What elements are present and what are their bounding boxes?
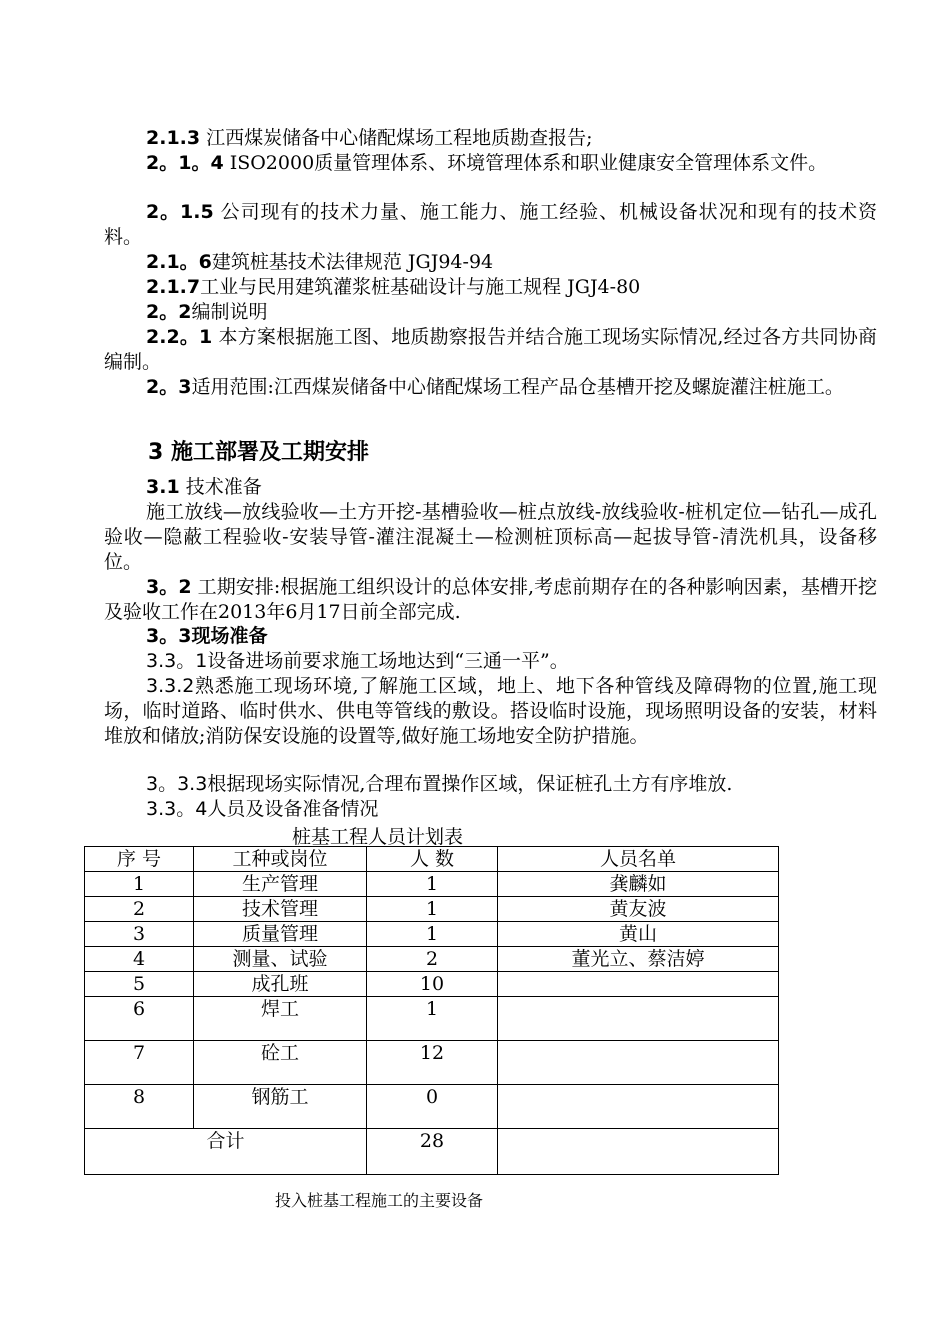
clause-text: 本方案根据施工图、地质勘察报告并结合施工现场实际情况,经过各方共同协商编制。 bbox=[104, 326, 877, 373]
paragraph-3-3-1 bbox=[104, 649, 877, 674]
clause-number: 2.1.7 bbox=[146, 276, 201, 298]
table-cell: 2 bbox=[367, 947, 498, 972]
table-cell bbox=[498, 1129, 779, 1175]
clause-number: 3.1 bbox=[146, 476, 180, 498]
table-cell: 8 bbox=[85, 1085, 194, 1129]
paragraph-3-2 bbox=[104, 575, 877, 625]
clause-text: 人员及设备准备情况 bbox=[207, 798, 379, 820]
paragraph-2-1-4 bbox=[104, 151, 877, 176]
table-row bbox=[85, 947, 779, 972]
clause-text: 工业与民用建筑灌浆桩基础设计与施工规程 JGJ4-80 bbox=[200, 276, 641, 298]
table-row bbox=[85, 972, 779, 997]
table-cell: 7 bbox=[85, 1041, 194, 1085]
clause-number: 2。2 bbox=[146, 301, 192, 323]
paragraph-3-3-title: 3。3现场准备 bbox=[146, 625, 268, 647]
paragraph-3-3-4 bbox=[104, 797, 877, 822]
table-row bbox=[85, 922, 779, 947]
paragraph-2-2-1 bbox=[104, 325, 877, 375]
clause-text: 工期安排:根据施工组织设计的总体安排,考虑前期存在的各种影响因素，基槽开挖及验收工作在2013年6月17日前全部完成. bbox=[104, 576, 877, 623]
clause-number: 2。3 bbox=[146, 376, 192, 398]
header-cell: 序 号 bbox=[85, 847, 194, 872]
table-cell: 12 bbox=[367, 1041, 498, 1085]
header-cell: 工种或岗位 bbox=[194, 847, 367, 872]
clause-text: 编制说明 bbox=[191, 301, 268, 323]
total-label-cell: 合计 bbox=[85, 1129, 367, 1175]
table-total-row bbox=[85, 1129, 779, 1175]
table-cell: 技术管理 bbox=[194, 897, 367, 922]
table-cell: 黄山 bbox=[498, 922, 779, 947]
paragraph-3-1 bbox=[104, 475, 877, 500]
table-cell: 测量、试验 bbox=[194, 947, 367, 972]
table-cell: 1 bbox=[367, 872, 498, 897]
table-cell: 5 bbox=[85, 972, 194, 997]
table-cell: 1 bbox=[367, 897, 498, 922]
table-cell: 2 bbox=[85, 897, 194, 922]
clause-number: 2。1。4 bbox=[146, 152, 224, 174]
section-3-heading: 3 施工部署及工期安排 bbox=[148, 440, 369, 465]
table-cell bbox=[498, 1085, 779, 1129]
paragraph-3-3-2 bbox=[104, 674, 877, 749]
paragraph-3-1-body: 施工放线—放线验收—土方开挖-基槽验收—桩点放线-放线验收-桩机定位—钻孔—成孔验收—隐蔽工程验收-安装导管-灌注混凝土—检测桩顶标高—起拔导管-清洗机具，设备移位。 bbox=[104, 501, 877, 573]
table-cell: 0 bbox=[367, 1085, 498, 1129]
clause-text: ISO2000质量管理体系、环境管理体系和职业健康安全管理体系文件。 bbox=[223, 152, 828, 174]
table-row bbox=[85, 897, 779, 922]
table-row bbox=[85, 1041, 779, 1085]
table-cell: 黄友波 bbox=[498, 897, 779, 922]
equipment-caption: 投入桩基工程施工的主要设备 bbox=[275, 1191, 484, 1210]
paragraph-2-3 bbox=[104, 375, 877, 400]
table-cell: 4 bbox=[85, 947, 194, 972]
table-cell: 1 bbox=[367, 997, 498, 1041]
clause-number: 3。2 bbox=[146, 576, 192, 598]
paragraph-2-1-3 bbox=[104, 126, 877, 151]
total-value-cell: 28 bbox=[367, 1129, 498, 1175]
table-cell bbox=[498, 1041, 779, 1085]
clause-number: 3.3。1 bbox=[146, 650, 208, 672]
clause-number: 3.3。4 bbox=[146, 798, 208, 820]
paragraph-2-1-5 bbox=[104, 200, 877, 250]
table-row bbox=[85, 997, 779, 1041]
table-cell: 6 bbox=[85, 997, 194, 1041]
clause-text: 建筑桩基技术法律规范 JGJ94-94 bbox=[211, 251, 494, 273]
paragraph-2-2 bbox=[104, 300, 877, 325]
clause-text: 根据现场实际情况,合理布置操作区域，保证桩孔土方有序堆放. bbox=[207, 773, 733, 795]
table-cell: 质量管理 bbox=[194, 922, 367, 947]
table-cell bbox=[498, 972, 779, 997]
clause-text: 公司现有的技术力量、施工能力、施工经验、机械设备状况和现有的技术资料。 bbox=[104, 201, 877, 248]
table-cell: 董光立、蔡洁婷 bbox=[498, 947, 779, 972]
table-cell: 1 bbox=[85, 872, 194, 897]
table-caption: 桩基工程人员计划表 bbox=[292, 826, 464, 848]
paragraph-3-3-3 bbox=[104, 772, 877, 797]
table-row bbox=[85, 1085, 779, 1129]
clause-number: 2.1。6 bbox=[146, 251, 212, 273]
table-header-row bbox=[85, 847, 779, 872]
header-cell: 人 数 bbox=[367, 847, 498, 872]
clause-number: 3。3.3 bbox=[146, 773, 208, 795]
table-cell: 3 bbox=[85, 922, 194, 947]
table-cell: 10 bbox=[367, 972, 498, 997]
header-cell: 人员名单 bbox=[498, 847, 779, 872]
table-row bbox=[85, 872, 779, 897]
table-cell bbox=[498, 997, 779, 1041]
table-cell: 焊工 bbox=[194, 997, 367, 1041]
table-cell: 钢筋工 bbox=[194, 1085, 367, 1129]
table-cell: 成孔班 bbox=[194, 972, 367, 997]
table-cell: 砼工 bbox=[194, 1041, 367, 1085]
paragraph-2-1-6 bbox=[104, 250, 877, 275]
table-cell: 1 bbox=[367, 922, 498, 947]
clause-number: 2。1.5 bbox=[146, 201, 214, 223]
clause-number: 3.3.2 bbox=[146, 675, 195, 697]
table-cell: 生产管理 bbox=[194, 872, 367, 897]
clause-text: 设备进场前要求施工场地达到“三通一平”。 bbox=[207, 650, 569, 672]
staff-plan-table bbox=[84, 846, 779, 1175]
clause-number: 2.1.3 bbox=[146, 127, 201, 149]
clause-number: 2.2。1 bbox=[146, 326, 213, 348]
clause-text: 技术准备 bbox=[179, 476, 262, 498]
table-cell: 龚麟如 bbox=[498, 872, 779, 897]
clause-text: 江西煤炭储备中心储配煤场工程地质勘查报告; bbox=[200, 127, 593, 149]
paragraph-2-1-7 bbox=[104, 275, 877, 300]
clause-text: 适用范围:江西煤炭储备中心储配煤场工程产品仓基槽开挖及螺旋灌注桩施工。 bbox=[191, 376, 844, 398]
clause-text: 熟悉施工现场环境,了解施工区域，地上、地下各种管线及障碍物的位置,施工现场，临时道路、临时供水、供电等管线的敷设。搭设临时设施，现场照明设备的安装，材料堆放和储放;消防保安设施的设置等,做好施工场地安全防护措施。 bbox=[104, 675, 877, 747]
